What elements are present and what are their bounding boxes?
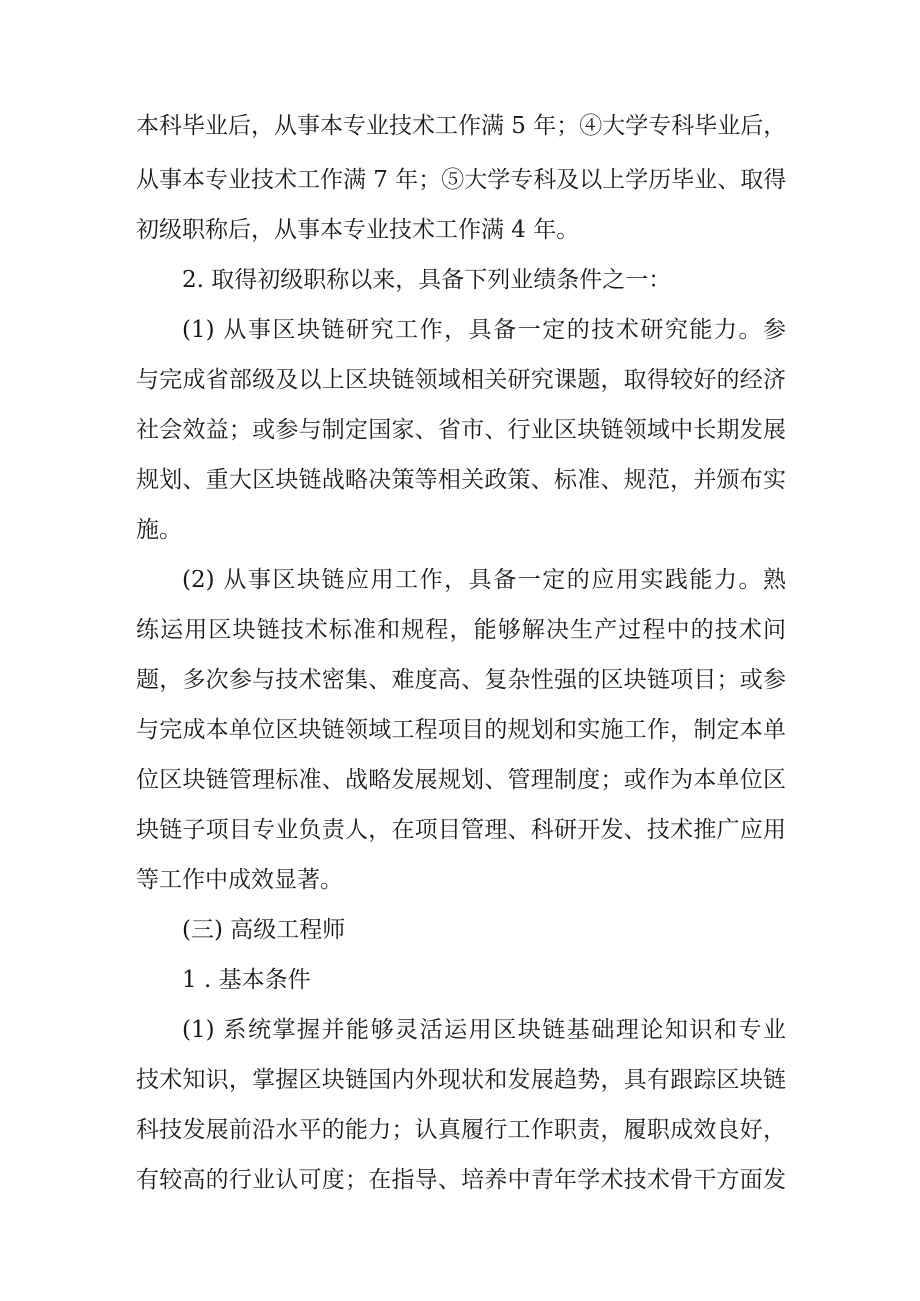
text-line-16: 等工作中成效显著。 xyxy=(136,867,343,893)
section-heading-performance: 2. 取得初级职称以来，具备下列业绩条件之一： xyxy=(182,267,672,293)
text-line-20: 技术知识，掌握区块链国内外现状和发展趋势，具有跟踪区块链 xyxy=(136,1067,786,1093)
text-line-22: 有较高的行业认可度；在指导、培养中青年学术技术骨干方面发 xyxy=(136,1167,786,1193)
text-line-13: 与完成本单位区块链领域工程项目的规划和实施工作，制定本单 xyxy=(136,717,786,743)
text-line-11: 练运用区块链技术标准和规程，能够解决生产过程中的技术问 xyxy=(136,617,786,643)
text-line-1: 本科毕业后，从事本专业技术工作满 5 年；④大学专科毕业后， xyxy=(136,113,786,139)
text-line-8: 规划、重大区块链战略决策等相关政策、标准、规范，并颁布实 xyxy=(136,467,786,493)
text-line-15: 块链子项目专业负责人，在项目管理、科研开发、技术推广应用 xyxy=(136,817,786,843)
text-line-9: 施。 xyxy=(136,517,182,543)
text-line-2: 从事本专业技术工作满 7 年；⑤大学专科及以上学历毕业、取得 xyxy=(136,167,786,193)
text-line-3: 初级职称后，从事本专业技术工作满 4 年。 xyxy=(136,217,580,243)
text-line-14: 位区块链管理标准、战略发展规划、管理制度；或作为本单位区 xyxy=(136,767,786,793)
text-line-19: (1) 系统掌握并能够灵活运用区块链基础理论知识和专业 xyxy=(182,1017,786,1043)
text-line-10: (2) 从事区块链应用工作，具备一定的应用实践能力。熟 xyxy=(182,567,786,593)
text-line-5: (1) 从事区块链研究工作，具备一定的技术研究能力。参 xyxy=(182,317,786,343)
section-heading-senior-engineer: (三) 高级工程师 xyxy=(182,917,346,943)
text-line-7: 社会效益；或参与制定国家、省市、行业区块链领域中长期发展 xyxy=(136,417,786,443)
section-heading-basic-conditions: 1 . 基本条件 xyxy=(182,967,311,993)
text-line-21: 科技发展前沿水平的能力；认真履行工作职责，履职成效良好， xyxy=(136,1117,786,1143)
text-line-12: 题，多次参与技术密集、难度高、复杂性强的区块链项目；或参 xyxy=(136,667,786,693)
text-line-6: 与完成省部级及以上区块链领域相关研究课题，取得较好的经济 xyxy=(136,367,786,393)
